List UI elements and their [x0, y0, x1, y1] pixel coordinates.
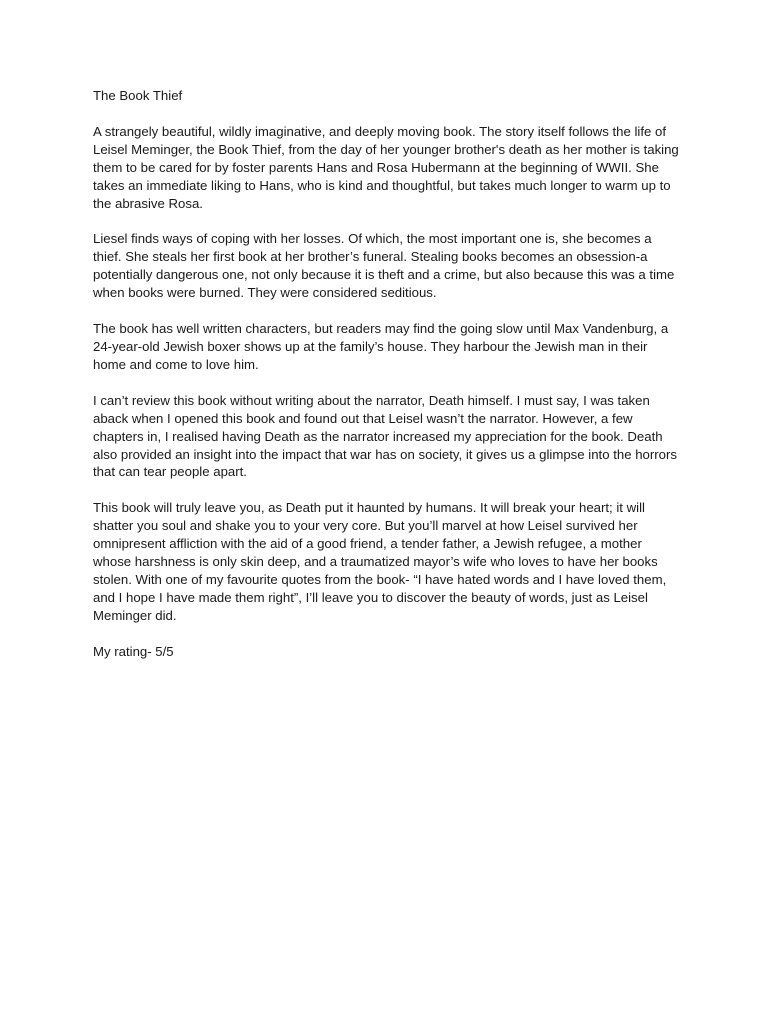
paragraph-1: A strangely beautiful, wildly imaginative, and deeply moving book. The story itself follows the life of Leisel Meminger, the Book Thief, from the day of her younger brother's death as her mother is taking them to be cared for by foster parents Hans and Rosa Hubermann at the beginning of WWII. She takes an immediate liking to Hans, who is kind and thoughtful, but takes much longer to warm up to the abrasive Rosa.	[93, 123, 679, 211]
paragraph-2: Liesel finds ways of coping with her losses. Of which, the most important one is, she becomes a thief. She steals her first book at her brother’s funeral. Stealing books becomes an obsession-a potentially dangerous one, not only because it is theft and a crime, but also because this was a time when books were burned. They were considered seditious.	[93, 231, 675, 301]
paragraph-5: This book will truly leave you, as Death put it haunted by humans. It will break your heart; it will shatter you soul and shake you to your very core. But you’ll marvel at how Leisel survived her omnipresent affliction with the aid of a good friend, a tender father, a Jewish refugee, a mother whose harshness is only skin deep, and a traumatized mayor’s wife who loves to have her books stolen. With one of my favourite quotes from the book- “I have hated words and I have loved them, and I hope I have made them right”, I’ll leave you to discover the beauty of words, just as Leisel Meminger did.	[93, 500, 667, 623]
rating-text: My rating- 5/5	[93, 643, 174, 659]
paragraph-3: The book has well written characters, but readers may find the going slow until Max Vandenburg, a 24-year-old Jewish boxer shows up at the family’s house. They harbour the Jewish man in their home and come to love him.	[93, 321, 669, 372]
document-page	[93, 87, 683, 661]
document-title: The Book Thief	[93, 88, 183, 103]
paragraph-4: I can’t review this book without writing about the narrator, Death himself. I must say, I was taken aback when I opened this book and found out that Leisel wasn’t the narrator. However, a few chapters in, I realised having Death as the narrator increased my appreciation for the book. Death also provided an insight into the impact that war has on society, it gives us a glimpse into the horrors that can tear people apart.	[93, 392, 677, 480]
